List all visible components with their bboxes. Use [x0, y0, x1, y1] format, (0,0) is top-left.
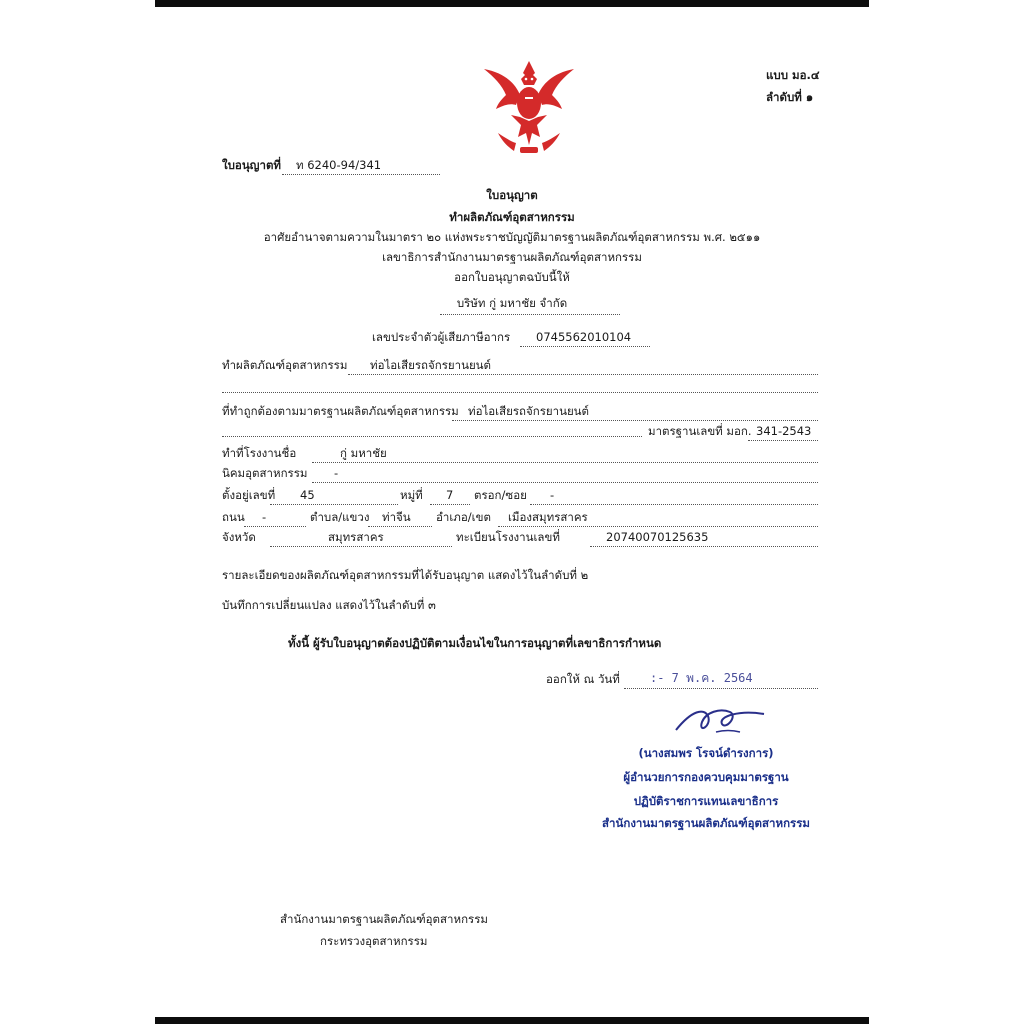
title-license: ใบอนุญาต: [486, 188, 538, 202]
issue-date: :- 7 พ.ค. 2564: [650, 671, 753, 685]
province-value: สมุทรสาคร: [328, 530, 384, 544]
authority-line: อาศัยอำนาจตามความในมาตรา ๒๐ แห่งพระราชบัญญัติมาตรฐานผลิตภัณฑ์อุตสาหกรรม พ.ศ. ๒๕๑๑: [263, 230, 761, 244]
signer-title-3: สำนักงานมาตรฐานผลิตภัณฑ์อุตสาหกรรม: [602, 816, 810, 830]
district-label: อำเภอ/เขต: [436, 510, 491, 524]
license-no: ท 6240-94/341: [296, 158, 382, 172]
tax-id: 0745562010104: [536, 330, 632, 344]
road-value: -: [262, 510, 267, 524]
subdistrict-value: ท่าจีน: [382, 510, 411, 524]
estate-label: นิคมอุตสาหกรรม: [222, 466, 308, 480]
company-name: บริษัท กู่ มหาชัย จำกัด: [456, 296, 568, 310]
conform-line-2: [222, 436, 642, 437]
moo-value: 7: [446, 488, 454, 502]
province-line: [270, 546, 452, 547]
signer-name: (นางสมพร โรจน์ดำรงการ): [638, 746, 774, 760]
soi-line: [530, 504, 818, 505]
sequence-label: ลำดับที่ ๑: [766, 90, 814, 104]
road-line: [244, 526, 306, 527]
factory-reg-value: 20740070125635: [606, 530, 709, 544]
factory-line: [312, 462, 818, 463]
subdistrict-line: [368, 526, 432, 527]
standard-no: 341-2543: [756, 424, 812, 438]
factory-label: ทำที่โรงงานชื่อ: [222, 446, 297, 460]
district-value: เมืองสมุทรสาคร: [508, 510, 588, 524]
top-border-bar: [155, 0, 869, 7]
product-line: [348, 374, 818, 375]
details-line: รายละเอียดของผลิตภัณฑ์อุตสาหกรรมที่ได้รับอนุญาต แสดงไว้ในลำดับที่ ๒: [222, 568, 589, 582]
signer-title-2: ปฏิบัติราชการแทนเลขาธิการ: [633, 794, 779, 808]
moo-label: หมู่ที่: [400, 488, 423, 502]
title-product: ทำผลิตภัณฑ์อุตสาหกรรม: [449, 210, 575, 224]
condition-line: ทั้งนี้ ผู้รับใบอนุญาตต้องปฏิบัติตามเงื่อนไขในการอนุญาตที่เลขาธิการกำหนด: [288, 636, 662, 650]
estate-line: [312, 482, 818, 483]
product-label: ทำผลิตภัณฑ์อุตสาหกรรม: [222, 358, 348, 372]
license-no-label: ใบอนุญาตที่: [222, 158, 281, 172]
address-no-line: [270, 504, 398, 505]
footer-ministry: กระทรวงอุตสาหกรรม: [320, 934, 428, 948]
road-label: ถนน: [222, 510, 245, 524]
district-line: [498, 526, 818, 527]
date-label: ออกให้ ณ วันที่: [546, 672, 620, 686]
product-line-2: [222, 392, 818, 393]
issue-line: ออกใบอนุญาตฉบับนี้ให้: [454, 270, 570, 284]
factory-reg-label: ทะเบียนโรงงานเลขที่: [456, 530, 560, 544]
factory-reg-line: [590, 546, 818, 547]
changes-line: บันทึกการเปลี่ยนแปลง แสดงไว้ในลำดับที่ ๓: [222, 598, 436, 612]
soi-label: ตรอก/ซอย: [474, 488, 527, 502]
company-line: [440, 314, 620, 315]
address-no-label: ตั้งอยู่เลขที่: [222, 488, 276, 502]
signer-title-1: ผู้อำนวยการกองควบคุมมาตรฐาน: [623, 770, 789, 784]
conform-label: ที่ทำถูกต้องตามมาตรฐานผลิตภัณฑ์อุตสาหกรรม: [222, 404, 459, 418]
form-code: แบบ มอ.๔: [766, 68, 820, 82]
license-no-line: [282, 174, 440, 175]
bottom-border-bar: [155, 1017, 869, 1024]
subdistrict-label: ตำบล/แขวง: [310, 510, 370, 524]
secretary-line: เลขาธิการสำนักงานมาตรฐานผลิตภัณฑ์อุตสาหกรรม: [382, 250, 642, 264]
signature: [668, 700, 778, 742]
address-no: 45: [300, 488, 315, 502]
factory-name: กู่ มหาชัย: [340, 446, 387, 460]
moo-line: [430, 504, 470, 505]
conform-line: [452, 420, 818, 421]
date-line: [624, 688, 818, 689]
conform-product: ท่อไอเสียรถจักรยานยนต์: [468, 404, 590, 418]
soi-value: -: [550, 488, 555, 502]
standard-label: มาตรฐานเลขที่ มอก.: [648, 424, 752, 438]
garuda-emblem-icon: [476, 55, 582, 157]
tax-id-line: [520, 346, 650, 347]
footer-office: สำนักงานมาตรฐานผลิตภัณฑ์อุตสาหกรรม: [280, 912, 488, 926]
standard-line: [748, 440, 818, 441]
estate-value: -: [334, 466, 339, 480]
product-value: ท่อไอเสียรถจักรยานยนต์: [370, 358, 492, 372]
province-label: จังหวัด: [222, 530, 256, 544]
tax-id-label: เลขประจำตัวผู้เสียภาษีอากร: [372, 330, 511, 344]
